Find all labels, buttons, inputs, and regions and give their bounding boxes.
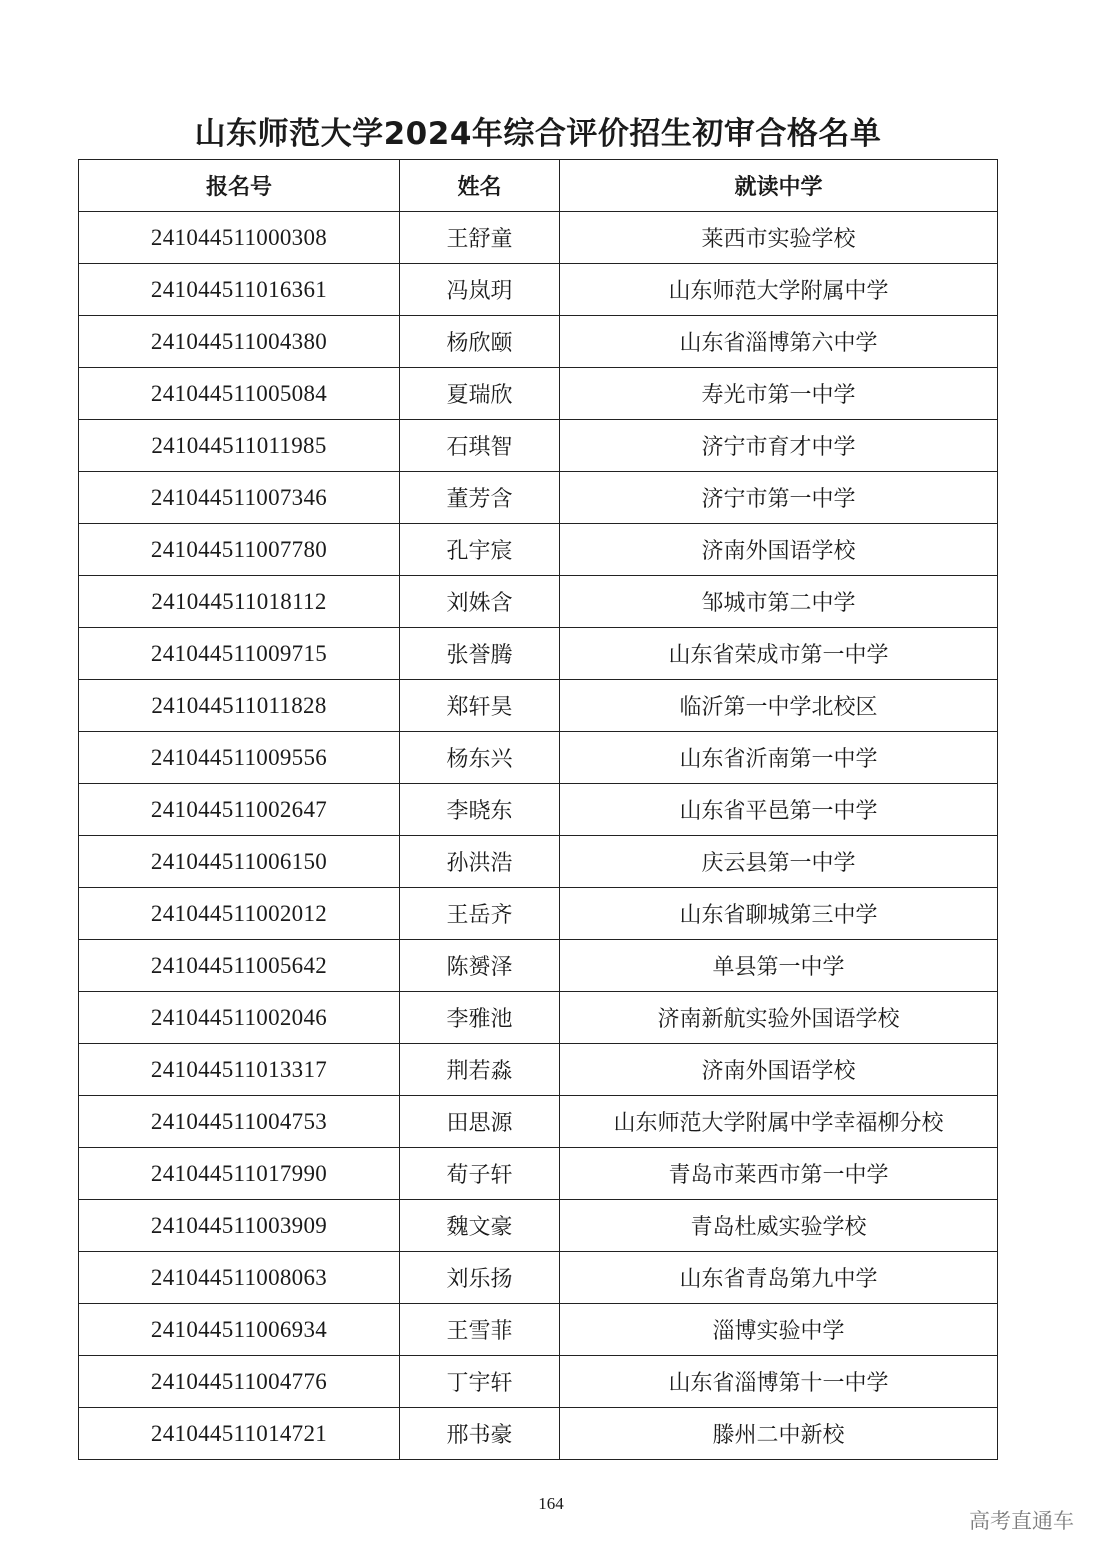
registration-number-cell: 241044511011828 bbox=[79, 680, 400, 732]
school-cell: 山东省淄博第六中学 bbox=[560, 316, 998, 368]
registration-number-cell: 241044511007346 bbox=[79, 472, 400, 524]
table-row bbox=[79, 992, 998, 1044]
school-cell: 山东省沂南第一中学 bbox=[560, 732, 998, 784]
school-cell: 莱西市实验学校 bbox=[560, 212, 998, 264]
registration-number-cell: 241044511006150 bbox=[79, 836, 400, 888]
school-cell: 山东省荣成市第一中学 bbox=[560, 628, 998, 680]
school-cell: 济南外国语学校 bbox=[560, 524, 998, 576]
registration-number-cell: 241044511017990 bbox=[79, 1148, 400, 1200]
school-cell: 青岛杜威实验学校 bbox=[560, 1200, 998, 1252]
school-cell: 滕州二中新校 bbox=[560, 1408, 998, 1460]
name-cell: 魏文豪 bbox=[400, 1200, 560, 1252]
page-number: 164 bbox=[538, 1494, 564, 1513]
school-cell: 山东师范大学附属中学 bbox=[560, 264, 998, 316]
school-cell: 山东省平邑第一中学 bbox=[560, 784, 998, 836]
watermark: 高考直通车 bbox=[969, 1509, 1074, 1533]
school-cell: 单县第一中学 bbox=[560, 940, 998, 992]
table-row bbox=[79, 1096, 998, 1148]
school-cell: 山东省青岛第九中学 bbox=[560, 1252, 998, 1304]
registration-number-cell: 241044511018112 bbox=[79, 576, 400, 628]
school-cell: 山东省淄博第十一中学 bbox=[560, 1356, 998, 1408]
table-row bbox=[79, 1044, 998, 1096]
name-cell: 石琪智 bbox=[400, 420, 560, 472]
name-cell: 孔宇宸 bbox=[400, 524, 560, 576]
name-cell: 杨欣颐 bbox=[400, 316, 560, 368]
name-cell: 刘姝含 bbox=[400, 576, 560, 628]
name-cell: 邢书豪 bbox=[400, 1408, 560, 1460]
registration-number-cell: 241044511002046 bbox=[79, 992, 400, 1044]
registration-number-cell: 241044511006934 bbox=[79, 1304, 400, 1356]
school-cell: 济南外国语学校 bbox=[560, 1044, 998, 1096]
name-cell: 李晓东 bbox=[400, 784, 560, 836]
name-cell: 刘乐扬 bbox=[400, 1252, 560, 1304]
school-cell: 济宁市育才中学 bbox=[560, 420, 998, 472]
table-row bbox=[79, 680, 998, 732]
registration-number-cell: 241044511002647 bbox=[79, 784, 400, 836]
registration-number-cell: 241044511003909 bbox=[79, 1200, 400, 1252]
table-row bbox=[79, 940, 998, 992]
name-cell: 陈赟泽 bbox=[400, 940, 560, 992]
table-body bbox=[79, 212, 998, 1460]
name-cell: 王舒童 bbox=[400, 212, 560, 264]
registration-number-cell: 241044511014721 bbox=[79, 1408, 400, 1460]
table-row bbox=[79, 524, 998, 576]
table-row bbox=[79, 472, 998, 524]
name-cell: 田思源 bbox=[400, 1096, 560, 1148]
name-cell: 夏瑞欣 bbox=[400, 368, 560, 420]
table-row bbox=[79, 576, 998, 628]
table-header bbox=[79, 160, 998, 212]
name-cell: 王岳齐 bbox=[400, 888, 560, 940]
column-header-registration-number: 报名号 bbox=[79, 160, 400, 212]
table-row bbox=[79, 1408, 998, 1460]
school-cell: 济宁市第一中学 bbox=[560, 472, 998, 524]
registration-number-cell: 241044511011985 bbox=[79, 420, 400, 472]
table-row bbox=[79, 836, 998, 888]
name-cell: 杨东兴 bbox=[400, 732, 560, 784]
registration-number-cell: 241044511009556 bbox=[79, 732, 400, 784]
registration-number-cell: 241044511009715 bbox=[79, 628, 400, 680]
table-row bbox=[79, 420, 998, 472]
registration-number-cell: 241044511016361 bbox=[79, 264, 400, 316]
school-cell: 寿光市第一中学 bbox=[560, 368, 998, 420]
name-cell: 郑轩昊 bbox=[400, 680, 560, 732]
registration-number-cell: 241044511007780 bbox=[79, 524, 400, 576]
name-cell: 李雅池 bbox=[400, 992, 560, 1044]
name-cell: 冯岚玥 bbox=[400, 264, 560, 316]
school-cell: 临沂第一中学北校区 bbox=[560, 680, 998, 732]
registration-number-cell: 241044511013317 bbox=[79, 1044, 400, 1096]
registration-number-cell: 241044511005084 bbox=[79, 368, 400, 420]
document-title: 山东师范大学2024年综合评价招生初审合格名单 bbox=[194, 116, 882, 152]
school-cell: 淄博实验中学 bbox=[560, 1304, 998, 1356]
table-row bbox=[79, 1304, 998, 1356]
school-cell: 庆云县第一中学 bbox=[560, 836, 998, 888]
school-cell: 邹城市第二中学 bbox=[560, 576, 998, 628]
table-row bbox=[79, 1252, 998, 1304]
table-row bbox=[79, 1200, 998, 1252]
table-row bbox=[79, 264, 998, 316]
registration-number-cell: 241044511004380 bbox=[79, 316, 400, 368]
table-row bbox=[79, 784, 998, 836]
name-cell: 荀子轩 bbox=[400, 1148, 560, 1200]
registration-number-cell: 241044511002012 bbox=[79, 888, 400, 940]
table-row bbox=[79, 212, 998, 264]
school-cell: 青岛市莱西市第一中学 bbox=[560, 1148, 998, 1200]
name-cell: 董芳含 bbox=[400, 472, 560, 524]
column-header-school: 就读中学 bbox=[560, 160, 998, 212]
table-row bbox=[79, 1148, 998, 1200]
registration-number-cell: 241044511004776 bbox=[79, 1356, 400, 1408]
table-row bbox=[79, 628, 998, 680]
name-cell: 孙洪浩 bbox=[400, 836, 560, 888]
table-row bbox=[79, 888, 998, 940]
registration-number-cell: 241044511000308 bbox=[79, 212, 400, 264]
registration-number-cell: 241044511004753 bbox=[79, 1096, 400, 1148]
table-row bbox=[79, 1356, 998, 1408]
header-row bbox=[79, 160, 998, 212]
name-cell: 王雪菲 bbox=[400, 1304, 560, 1356]
table-row bbox=[79, 368, 998, 420]
column-header-name: 姓名 bbox=[400, 160, 560, 212]
admission-list-table bbox=[78, 159, 998, 1460]
registration-number-cell: 241044511005642 bbox=[79, 940, 400, 992]
table-row bbox=[79, 316, 998, 368]
name-cell: 丁宇轩 bbox=[400, 1356, 560, 1408]
name-cell: 荆若淼 bbox=[400, 1044, 560, 1096]
school-cell: 山东省聊城第三中学 bbox=[560, 888, 998, 940]
table-row bbox=[79, 732, 998, 784]
registration-number-cell: 241044511008063 bbox=[79, 1252, 400, 1304]
name-cell: 张誉腾 bbox=[400, 628, 560, 680]
school-cell: 济南新航实验外国语学校 bbox=[560, 992, 998, 1044]
school-cell: 山东师范大学附属中学幸福柳分校 bbox=[560, 1096, 998, 1148]
